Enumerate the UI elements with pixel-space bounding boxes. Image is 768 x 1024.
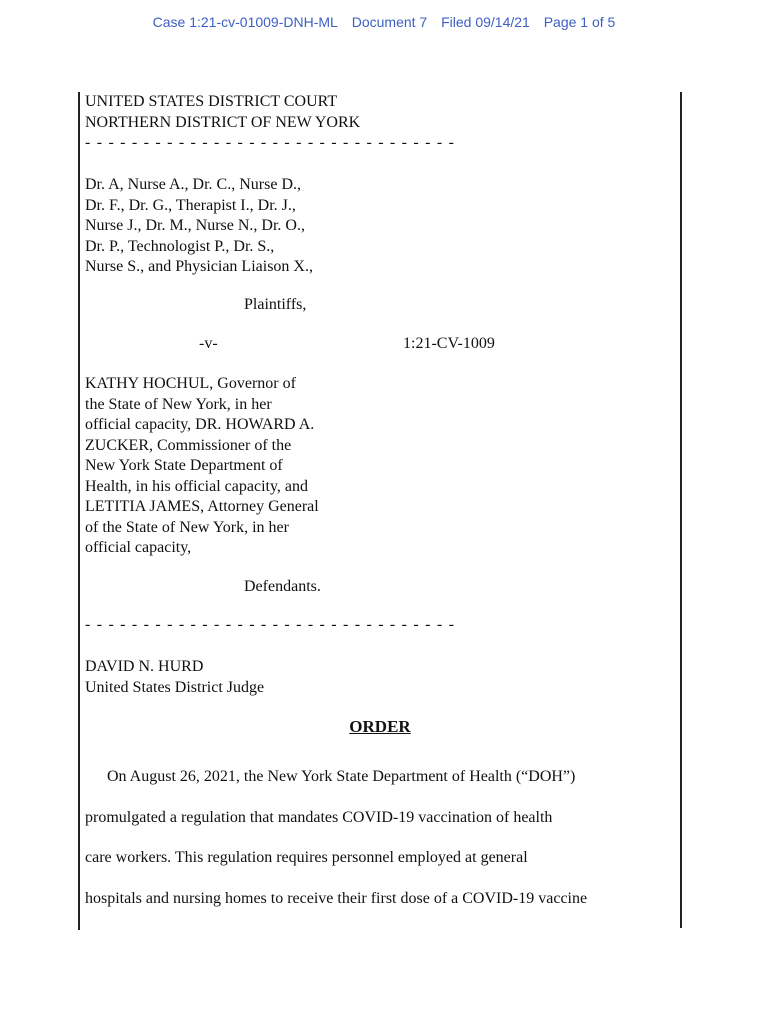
defendant-line: New York State Department of [85,457,283,474]
plaintiff-names [85,175,313,278]
order-title: ORDER [349,717,411,736]
filed-date: Filed 09/14/21 [441,14,530,30]
case-number-header: Case 1:21-cv-01009-DNH-ML [152,14,338,30]
defendants-label: Defendants. [244,578,321,595]
defendant-line: LETITIA JAMES, Attorney General [85,498,319,515]
defendant-line: official capacity, [85,539,192,556]
court-caption [85,92,360,133]
caption-separator-top: - - - - - - - - - - - - - - - - - - - - - - - - - - - - - - - - [85,134,456,151]
plaintiff-line: Nurse J., Dr. M., Nurse N., Dr. O., [85,217,305,234]
body-line: care workers. This regulation requires personnel employed at general [85,849,528,866]
plaintiff-line: Nurse S., and Physician Liaison X., [85,258,313,275]
judge-title: United States District Judge [85,678,265,696]
plaintiff-line: Dr. A, Nurse A., Dr. C., Nurse D., [85,176,301,193]
page-indicator: Page 1 of 5 [543,14,616,30]
defendant-line: Health, in his official capacity, and [85,477,309,495]
caption-separator-bottom: - - - - - - - - - - - - - - - - - - - - - - - - - - - - - - - - [85,616,456,633]
defendant-names [85,374,319,559]
document-number: Document 7 [351,14,428,30]
body-line: On August 26, 2021, the New York State Department of Health (“DOH”) [107,768,576,785]
defendant-line: KATHY HOCHUL, Governor of [85,375,296,392]
right-margin-rule [680,92,682,928]
versus: -v- [199,335,218,352]
defendant-line: of the State of New York, in her [85,518,289,536]
court-name: UNITED STATES DISTRICT COURT [85,93,338,110]
judge-name: DAVID N. HURD [85,658,204,675]
case-header [0,14,768,30]
defendant-line: the State of New York, in her [85,395,272,413]
body-line: promulgated a regulation that mandates COVID-19 vaccination of health [85,808,553,826]
plaintiff-line: Dr. F., Dr. G., Therapist I., Dr. J., [85,196,296,214]
left-margin-rule [78,92,80,930]
body-line: hospitals and nursing homes to receive their first dose of a COVID-19 vaccine [85,889,588,907]
court-district: NORTHERN DISTRICT OF NEW YORK [85,113,361,131]
defendant-line: official capacity, DR. HOWARD A. [85,416,315,433]
plaintiffs-label: Plaintiffs, [244,296,307,313]
case-number: 1:21-CV-1009 [403,335,495,352]
order-body [85,757,587,919]
defendant-line: ZUCKER, Commissioner of the [85,436,292,454]
judge-block [85,657,264,698]
plaintiff-line: Dr. P., Technologist P., Dr. S., [85,237,275,255]
